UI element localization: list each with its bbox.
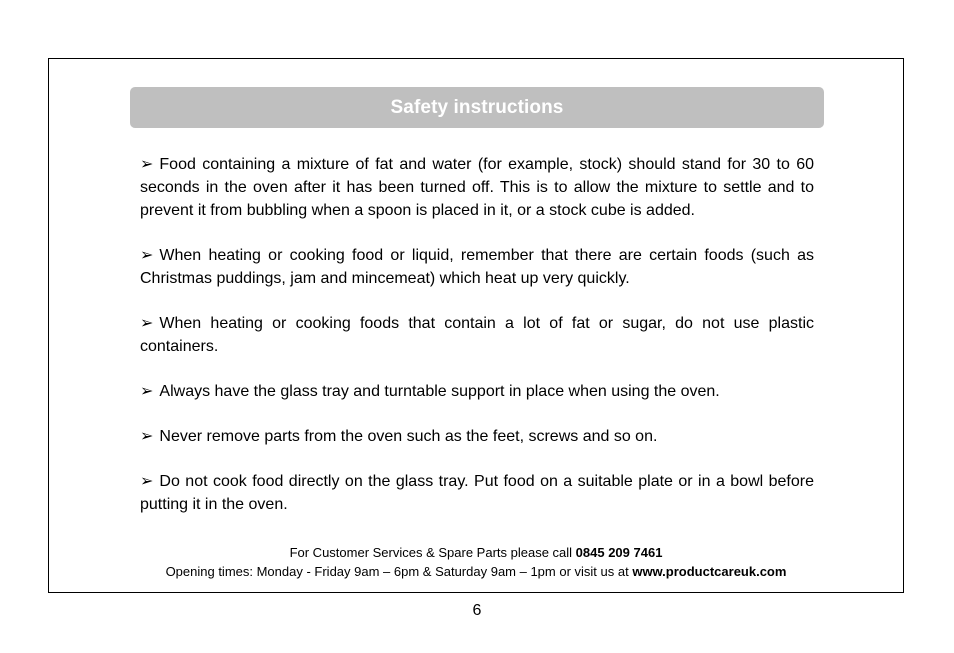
list-item-text: Do not cook food directly on the glass tray. Put food on a suitable plate or in a bowl before putting it in the oven. <box>140 473 814 513</box>
list-item <box>140 244 814 290</box>
list-item-text: When heating or cooking foods that contain a lot of fat or sugar, do not use plastic containers. <box>140 315 814 355</box>
arrow-bullet-icon: ➢ <box>140 315 154 332</box>
arrow-bullet-icon: ➢ <box>140 473 154 490</box>
list-item-text: Always have the glass tray and turntable support in place when using the oven. <box>159 383 720 400</box>
list-item <box>140 470 814 516</box>
safety-instructions-list <box>140 153 814 538</box>
arrow-bullet-icon: ➢ <box>140 156 154 173</box>
phone-number: 0845 209 7461 <box>575 545 663 560</box>
list-item <box>140 153 814 222</box>
list-item-text: Food containing a mixture of fat and water (for example, stock) should stand for 30 to 60 seconds in the oven after it has been turned off. This is to allow the mixture to settle and to prevent it from bubbling when a spoon is placed in it, or a stock cube is added. <box>140 156 814 219</box>
arrow-bullet-icon: ➢ <box>140 247 154 264</box>
footer-line-customer-services <box>48 543 904 562</box>
section-title: Safety instructions <box>390 96 564 118</box>
website-link[interactable]: www.productcareuk.com <box>632 564 787 579</box>
list-item <box>140 380 814 403</box>
list-item <box>140 425 814 448</box>
arrow-bullet-icon: ➢ <box>140 383 154 400</box>
footer-line-opening-times <box>48 562 904 581</box>
arrow-bullet-icon: ➢ <box>140 428 154 445</box>
section-header <box>130 87 824 128</box>
list-item <box>140 312 814 358</box>
footer-text: For Customer Services & Spare Parts please call <box>289 545 576 560</box>
list-item-text: Never remove parts from the oven such as the feet, screws and so on. <box>159 428 658 445</box>
footer-text: Opening times: Monday - Friday 9am – 6pm & Saturday 9am – 1pm or visit us at <box>165 564 633 579</box>
footer <box>48 543 904 581</box>
page-number: 6 <box>472 602 482 619</box>
list-item-text: When heating or cooking food or liquid, remember that there are certain foods (such as Christmas puddings, jam and mincemeat) which heat up very quickly. <box>140 247 814 287</box>
